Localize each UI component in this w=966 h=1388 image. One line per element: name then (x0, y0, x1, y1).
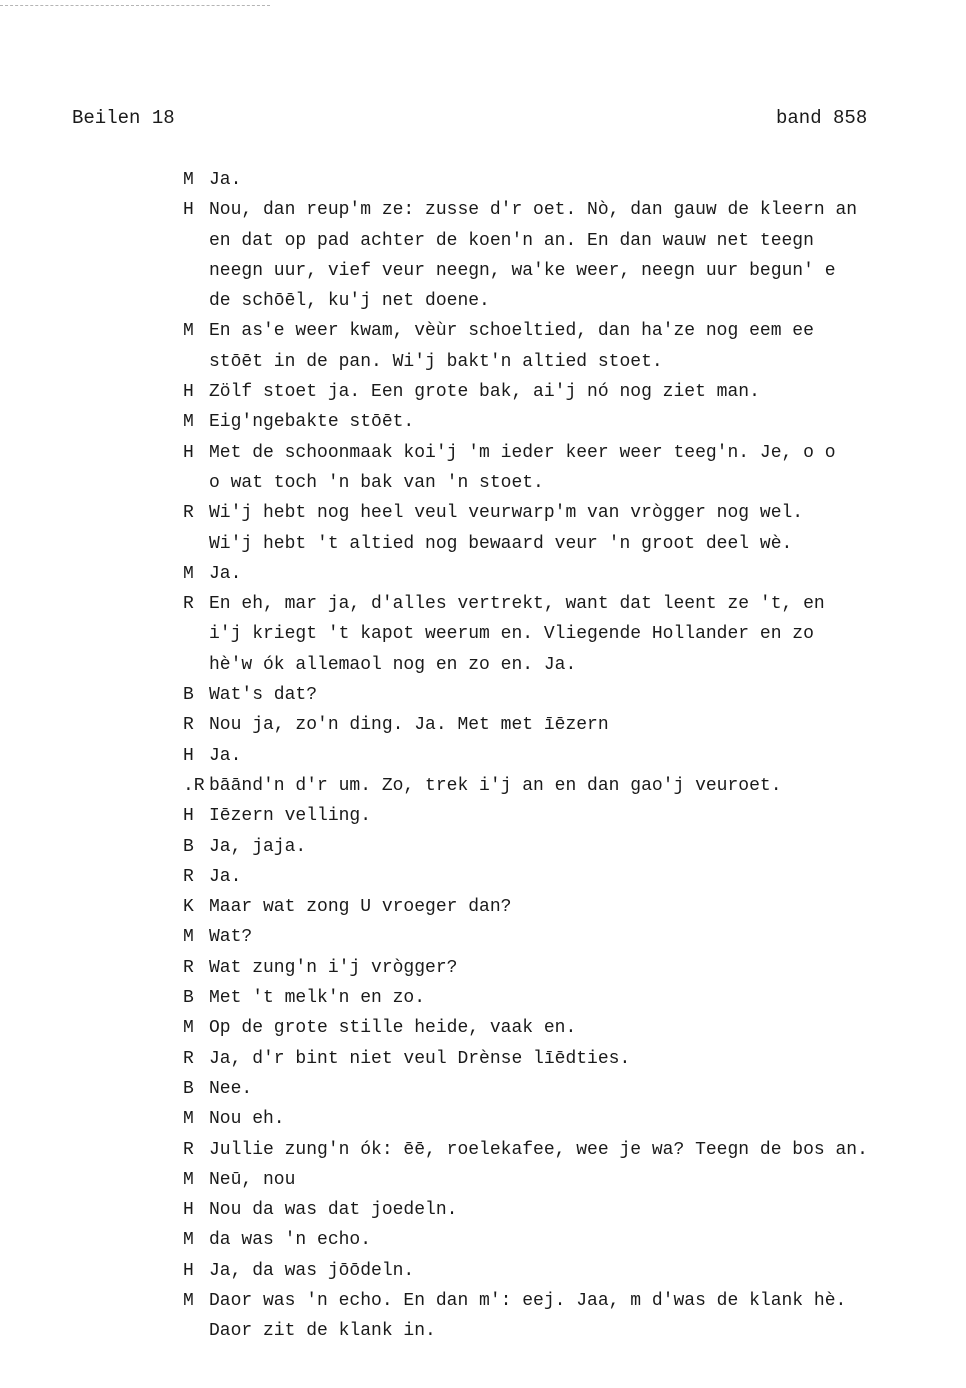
speaker-label: M (183, 412, 194, 433)
utterance-line: Nee. (209, 1078, 253, 1099)
utterance-line: Nou da was dat joedeln. (209, 1200, 458, 1221)
transcript-turn (183, 559, 966, 589)
utterance (209, 1135, 966, 1165)
utterance (209, 892, 966, 922)
speaker-label: M (183, 1109, 194, 1130)
utterance-line: Wat zung'n i'j vrògger? (209, 957, 458, 978)
speaker-label: M (183, 927, 194, 948)
utterance (209, 801, 966, 831)
speaker-label: B (183, 988, 194, 1009)
utterance (209, 953, 966, 983)
header-location: Beilen 18 (72, 107, 175, 129)
transcript-turn (183, 862, 966, 892)
transcript-turn (183, 1256, 966, 1286)
transcript-turn (183, 589, 966, 680)
transcript-turn (183, 680, 966, 710)
utterance-line: Ja. (209, 866, 242, 887)
transcript-turn (183, 1135, 966, 1165)
speaker-label: H (183, 442, 194, 463)
transcript-turn (183, 1044, 966, 1074)
transcript-turn (183, 983, 966, 1013)
utterance-line: bāānd'n d'r um. Zo, trek i'j an en dan gao'j veuroet. (209, 775, 782, 796)
utterance-line: Ja. (209, 170, 242, 190)
utterance-line: da was 'n echo. (209, 1230, 372, 1251)
transcript-turn (183, 1165, 966, 1195)
transcript-turn (183, 801, 966, 831)
transcript-turn (183, 1286, 966, 1347)
speaker-label: H (183, 1200, 194, 1221)
speaker-label: B (183, 836, 194, 857)
speaker-label: H (183, 1260, 194, 1281)
transcript-turn (183, 741, 966, 771)
utterance-line: Ja, jaja. (209, 836, 307, 857)
utterance (209, 862, 966, 892)
utterance-line: Wi'j hebt nog heel veul veurwarp'm van vrògger nog wel. (209, 503, 804, 524)
utterance (209, 710, 966, 740)
speaker-label: R (183, 1139, 194, 1160)
utterance-line: o wat toch 'n bak van 'n stoet. (209, 472, 544, 493)
utterance-line: En eh, mar ja, d'alles vertrekt, want dat leent ze 't, en (209, 594, 825, 615)
transcript-turn (183, 1104, 966, 1134)
transcript-turn (183, 498, 966, 559)
utterance-line: Eig'ngebakte stōēt. (209, 412, 415, 433)
transcript-turn (183, 1225, 966, 1255)
utterance-line: Nou eh. (209, 1109, 285, 1130)
speaker-label: M (183, 563, 194, 584)
transcript-turn (183, 922, 966, 952)
transcript-turn (183, 438, 966, 499)
utterance-line: stōēt in de pan. Wi'j bakt'n altied stoet. (209, 351, 663, 372)
utterance-line: Iēzern velling. (209, 806, 372, 827)
utterance (209, 195, 966, 316)
utterance (209, 922, 966, 952)
utterance (209, 983, 966, 1013)
speaker-label: R (183, 594, 194, 615)
utterance (209, 1074, 966, 1104)
utterance-line: Wat's dat? (209, 685, 318, 706)
speaker-label: .R (183, 775, 205, 796)
transcript-turn (183, 316, 966, 377)
transcript-turn (183, 1074, 966, 1104)
speaker-label: M (183, 170, 194, 190)
speaker-label: H (183, 200, 194, 221)
transcript-turn (183, 771, 966, 801)
utterance-line: Neū, nou (209, 1169, 296, 1190)
utterance-line: Nou ja, zo'n ding. Ja. Met met īēzern (209, 715, 609, 736)
transcript-turn (183, 832, 966, 862)
utterance (209, 377, 966, 407)
utterance-line: Daor zit de klank in. (209, 1321, 436, 1342)
transcript-turn (183, 1013, 966, 1043)
utterance (209, 1195, 966, 1225)
transcript (183, 165, 966, 1347)
speaker-label: H (183, 382, 194, 403)
utterance (209, 741, 966, 771)
transcript-turn (183, 195, 966, 316)
transcript-turn (183, 953, 966, 983)
transcript-turn (183, 165, 966, 195)
top-dashed-rule (0, 5, 270, 6)
utterance (209, 316, 966, 377)
utterance (209, 589, 966, 680)
utterance-line: de schōēl, ku'j net doene. (209, 291, 490, 312)
transcript-turn (183, 377, 966, 407)
speaker-label: B (183, 1078, 194, 1099)
speaker-label: M (183, 1230, 194, 1251)
speaker-label: R (183, 1048, 194, 1069)
utterance (209, 1044, 966, 1074)
transcript-turn (183, 892, 966, 922)
utterance-line: Daor was 'n echo. En dan m': eej. Jaa, m d'was de klank hè. (209, 1290, 847, 1311)
utterance-line: En as'e weer kwam, vèùr schoeltied, dan ha'ze nog eem ee (209, 321, 814, 342)
speaker-label: R (183, 715, 194, 736)
utterance-line: Wi'j hebt 't altied nog bewaard veur 'n groot deel wè. (209, 533, 793, 554)
utterance (209, 1013, 966, 1043)
utterance (209, 1225, 966, 1255)
speaker-label: K (183, 897, 194, 918)
utterance (209, 832, 966, 862)
transcript-turn (183, 710, 966, 740)
utterance (209, 438, 966, 499)
utterance-line: Ja, d'r bint niet veul Drènse līēdties. (209, 1048, 631, 1069)
utterance (209, 1104, 966, 1134)
utterance (209, 771, 966, 801)
utterance (209, 498, 966, 559)
utterance-line: Nou, dan reup'm ze: zusse d'r oet. Nò, dan gauw de kleern an (209, 200, 858, 221)
utterance-line: Ja. (209, 745, 242, 766)
utterance (209, 1165, 966, 1195)
utterance-line: Op de grote stille heide, vaak en. (209, 1018, 577, 1039)
utterance-line: Wat? (209, 927, 253, 948)
utterance-line: Ja, da was jōōdeln. (209, 1260, 415, 1281)
header-tape-number: band 858 (776, 107, 868, 129)
speaker-label: H (183, 806, 194, 827)
utterance-line: Maar wat zong U vroeger dan? (209, 897, 512, 918)
utterance (209, 1256, 966, 1286)
speaker-label: M (183, 1169, 194, 1190)
utterance (209, 1286, 966, 1347)
transcript-turn (183, 407, 966, 437)
speaker-label: M (183, 321, 194, 342)
speaker-label: R (183, 957, 194, 978)
utterance-line: hè'w ók allemaol nog en zo en. Ja. (209, 654, 577, 675)
transcript-turn (183, 1195, 966, 1225)
utterance (209, 165, 966, 195)
speaker-label: R (183, 866, 194, 887)
utterance-line: Met 't melk'n en zo. (209, 988, 426, 1009)
utterance-line: neegn uur, vief veur neegn, wa'ke weer, neegn uur begun' e (209, 260, 836, 281)
speaker-label: H (183, 745, 194, 766)
utterance (209, 559, 966, 589)
speaker-label: M (183, 1018, 194, 1039)
speaker-label: M (183, 1290, 194, 1311)
speaker-label: R (183, 503, 194, 524)
utterance (209, 680, 966, 710)
speaker-label: B (183, 685, 194, 706)
utterance-line: Jullie zung'n ók: ēē, roelekafee, wee je wa? Teegn de bos an. (209, 1139, 868, 1160)
utterance-line: Met de schoonmaak koi'j 'm ieder keer weer teeg'n. Je, o o (209, 442, 836, 463)
utterance-line: i'j kriegt 't kapot weerum en. Vliegende Hollander en zo (209, 624, 814, 645)
utterance-line: en dat op pad achter de koen'n an. En dan wauw net teegn (209, 230, 814, 251)
utterance-line: Zölf stoet ja. Een grote bak, ai'j nó nog ziet man. (209, 382, 760, 403)
utterance (209, 407, 966, 437)
utterance-line: Ja. (209, 563, 242, 584)
